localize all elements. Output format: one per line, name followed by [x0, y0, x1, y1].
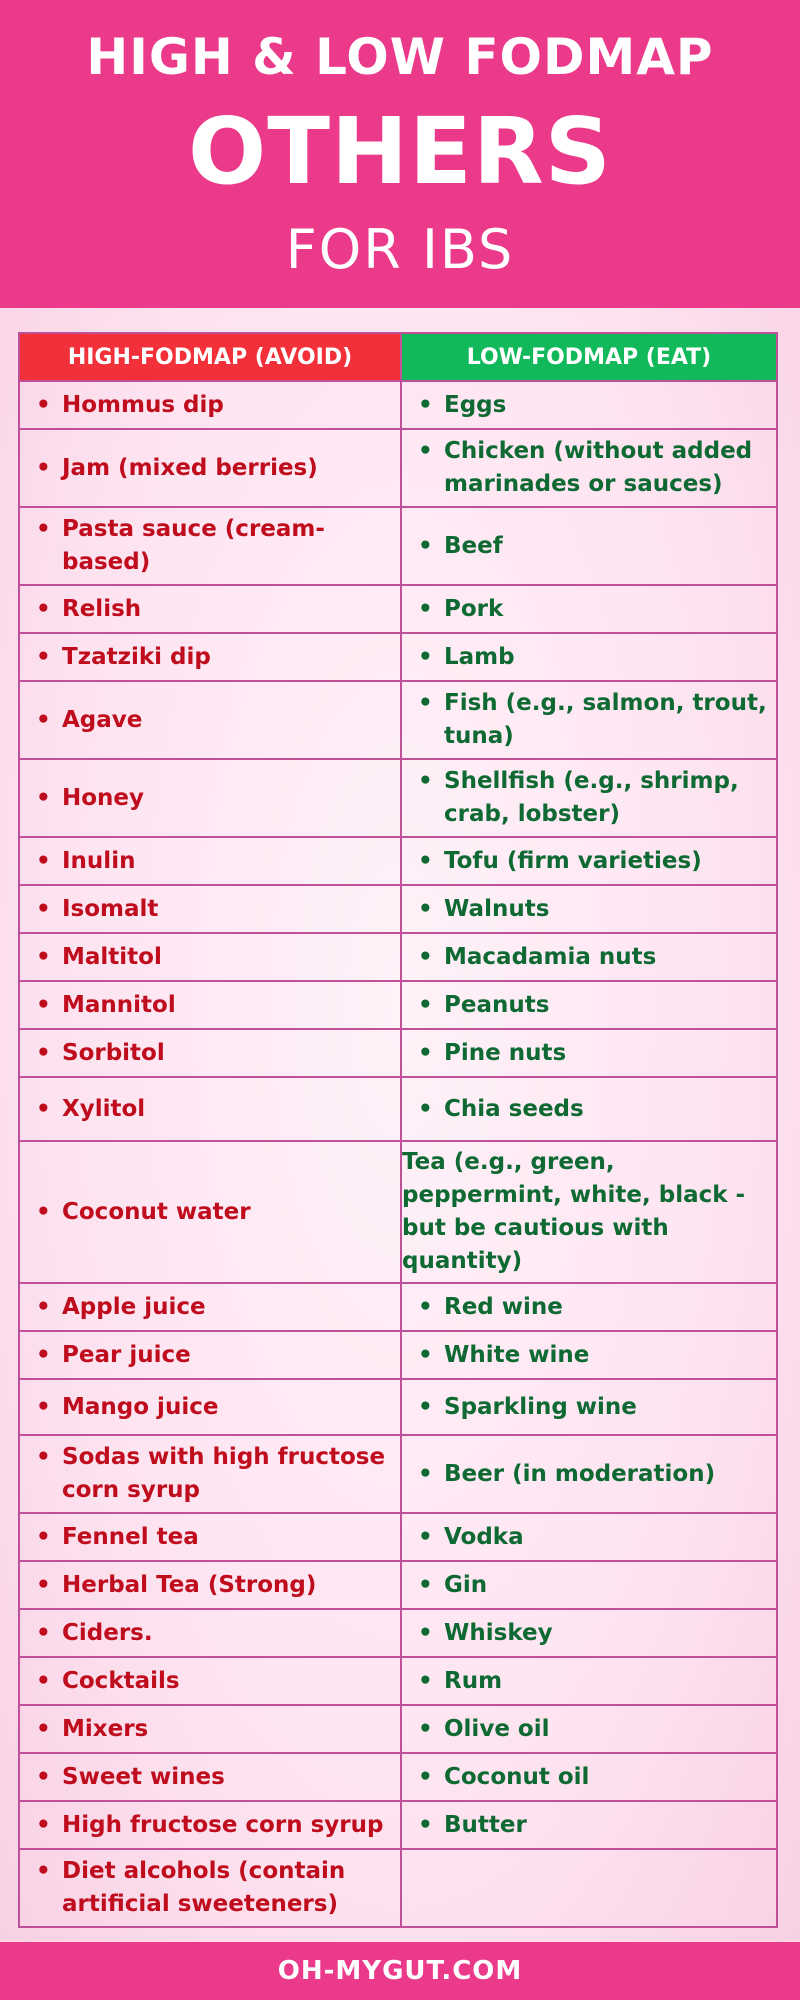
high-fodmap-item-text: Relish [62, 595, 142, 622]
bullet-icon: • [36, 847, 51, 874]
low-fodmap-item-text: Lamb [444, 643, 515, 670]
bullet-icon: • [418, 438, 433, 464]
high-fodmap-cell [19, 507, 401, 585]
high-fodmap-cell [19, 885, 401, 933]
list-item [418, 1761, 770, 1794]
bullet-icon: • [36, 1571, 51, 1598]
bullet-icon: • [36, 943, 51, 970]
bullet-icon: • [418, 1293, 433, 1320]
list-item [418, 435, 770, 501]
list-item [36, 1569, 394, 1602]
low-fodmap-cell [401, 429, 777, 507]
high-fodmap-cell [19, 1657, 401, 1705]
low-fodmap-cell [401, 1077, 777, 1141]
high-fodmap-item-text: High fructose corn syrup [62, 1811, 384, 1838]
bullet-icon: • [418, 532, 433, 559]
bullet-icon: • [36, 1667, 51, 1694]
low-fodmap-cell [401, 681, 777, 759]
high-fodmap-cell [19, 1283, 401, 1331]
list-item [36, 1037, 394, 1070]
table-row [19, 381, 777, 429]
high-fodmap-cell [19, 681, 401, 759]
list-item [36, 593, 394, 626]
low-fodmap-item-text: Macadamia nuts [444, 943, 657, 970]
table-row [19, 933, 777, 981]
list-item [418, 845, 770, 878]
high-fodmap-item-text: Ciders. [62, 1619, 153, 1646]
low-fodmap-header: LOW-FODMAP (EAT) [401, 333, 777, 381]
table-row [19, 1561, 777, 1609]
list-item [36, 1391, 394, 1424]
list-item [36, 1441, 394, 1507]
bullet-icon: • [36, 516, 51, 542]
table-row [19, 837, 777, 885]
list-item [36, 941, 394, 974]
bullet-icon: • [418, 595, 433, 622]
low-fodmap-item-text: Fish (e.g., salmon, trout, tuna) [444, 690, 767, 749]
list-item [36, 641, 394, 674]
high-fodmap-item-text: Cocktails [62, 1667, 180, 1694]
list-item [402, 1146, 770, 1278]
list-item [36, 704, 394, 737]
list-item [418, 1291, 770, 1324]
high-fodmap-cell [19, 1753, 401, 1801]
list-item [418, 1521, 770, 1554]
table-row [19, 585, 777, 633]
low-fodmap-cell [401, 1435, 777, 1513]
bullet-icon: • [418, 1715, 433, 1742]
table-row [19, 1435, 777, 1513]
list-item [36, 1521, 394, 1554]
low-fodmap-cell [401, 1561, 777, 1609]
high-fodmap-cell [19, 933, 401, 981]
high-fodmap-cell [19, 837, 401, 885]
high-fodmap-cell [19, 1609, 401, 1657]
high-fodmap-item-text: Mixers [62, 1715, 149, 1742]
high-fodmap-cell [19, 1029, 401, 1077]
low-fodmap-item-text: Chicken (without added marinades or sauces) [444, 438, 753, 497]
high-fodmap-cell [19, 1561, 401, 1609]
list-item [418, 1569, 770, 1602]
high-fodmap-item-text: Sodas with high fructose corn syrup [62, 1444, 386, 1503]
list-item [36, 1291, 394, 1324]
list-item [36, 782, 394, 815]
table-row [19, 1753, 777, 1801]
bullet-icon: • [36, 1341, 51, 1368]
low-fodmap-item-text: White wine [444, 1341, 590, 1368]
bullet-icon: • [418, 391, 433, 418]
bullet-icon: • [36, 706, 51, 733]
table-row [19, 429, 777, 507]
bullet-icon: • [36, 391, 51, 418]
low-fodmap-item-text: Red wine [444, 1293, 563, 1320]
high-fodmap-item-text: Jam (mixed berries) [62, 454, 318, 481]
list-item [418, 687, 770, 753]
high-fodmap-item-text: Diet alcohols (contain artificial sweeteners) [62, 1858, 346, 1917]
bullet-icon: • [418, 1393, 433, 1420]
high-fodmap-item-text: Sweet wines [62, 1763, 225, 1790]
list-item [418, 1093, 770, 1126]
high-fodmap-item-text: Coconut water [62, 1198, 251, 1225]
low-fodmap-cell [401, 885, 777, 933]
low-fodmap-item-text: Pine nuts [444, 1039, 567, 1066]
low-fodmap-item-text: Chia seeds [444, 1095, 584, 1122]
low-fodmap-item-text: Beer (in moderation) [444, 1460, 716, 1487]
bullet-icon: • [36, 1523, 51, 1550]
high-fodmap-cell [19, 1513, 401, 1561]
bullet-icon: • [418, 1341, 433, 1368]
bullet-icon: • [418, 1039, 433, 1066]
list-item [418, 765, 770, 831]
low-fodmap-cell [401, 507, 777, 585]
high-fodmap-item-text: Sorbitol [62, 1039, 165, 1066]
high-fodmap-item-text: Tzatziki dip [62, 643, 211, 670]
low-fodmap-cell [401, 1379, 777, 1435]
high-fodmap-item-text: Hommus dip [62, 391, 224, 418]
high-fodmap-item-text: Pasta sauce (cream-based) [62, 516, 325, 575]
high-fodmap-item-text: Isomalt [62, 895, 159, 922]
list-item [418, 1809, 770, 1842]
table-row [19, 1657, 777, 1705]
table-row [19, 1283, 777, 1331]
list-item [36, 1809, 394, 1842]
table-body [19, 381, 777, 1927]
high-fodmap-item-text: Xylitol [62, 1095, 146, 1122]
high-fodmap-item-text: Herbal Tea (Strong) [62, 1571, 317, 1598]
table-row [19, 1077, 777, 1141]
bullet-icon: • [36, 1619, 51, 1646]
low-fodmap-cell [401, 1513, 777, 1561]
title-line-3: FOR IBS [285, 218, 515, 281]
list-item [418, 893, 770, 926]
bullet-icon: • [418, 1571, 433, 1598]
low-fodmap-cell [401, 1801, 777, 1849]
list-item [36, 893, 394, 926]
list-item [36, 1713, 394, 1746]
table-row [19, 1609, 777, 1657]
low-fodmap-item-text: Gin [444, 1571, 488, 1598]
low-fodmap-item-text: Sparkling wine [444, 1393, 637, 1420]
low-fodmap-cell [401, 381, 777, 429]
table-row [19, 885, 777, 933]
low-fodmap-cell [401, 1753, 777, 1801]
low-fodmap-cell [401, 759, 777, 837]
table-row [19, 1801, 777, 1849]
high-fodmap-cell [19, 1141, 401, 1283]
bullet-icon: • [36, 1393, 51, 1420]
bullet-icon: • [36, 895, 51, 922]
low-fodmap-cell [401, 633, 777, 681]
high-fodmap-cell [19, 1331, 401, 1379]
table-row [19, 981, 777, 1029]
high-fodmap-cell [19, 1705, 401, 1753]
list-item [418, 389, 770, 422]
table-row [19, 507, 777, 585]
high-fodmap-cell [19, 759, 401, 837]
table-row [19, 759, 777, 837]
list-item [36, 1196, 394, 1229]
bullet-icon: • [36, 1763, 51, 1790]
high-fodmap-item-text: Maltitol [62, 943, 162, 970]
bullet-icon: • [36, 1039, 51, 1066]
bullet-icon: • [418, 1763, 433, 1790]
low-fodmap-item-text: Olive oil [444, 1715, 550, 1742]
bullet-icon: • [418, 1460, 433, 1487]
bullet-icon: • [36, 1198, 51, 1225]
table-row [19, 681, 777, 759]
bullet-icon: • [418, 1811, 433, 1838]
low-fodmap-item-text: Pork [444, 595, 504, 622]
low-fodmap-cell [401, 1705, 777, 1753]
high-fodmap-item-text: Apple juice [62, 1293, 206, 1320]
low-fodmap-cell [401, 837, 777, 885]
low-fodmap-item-text: Tea (e.g., green, peppermint, white, black - but be cautious with quantity) [402, 1149, 746, 1274]
site-footer: OH-MYGUT.COM [0, 1942, 800, 2000]
bullet-icon: • [36, 1715, 51, 1742]
low-fodmap-cell [401, 1141, 777, 1283]
high-fodmap-cell [19, 585, 401, 633]
bullet-icon: • [36, 1811, 51, 1838]
low-fodmap-cell [401, 1609, 777, 1657]
low-fodmap-item-text: Shellfish (e.g., shrimp, crab, lobster) [444, 768, 739, 827]
bullet-icon: • [36, 1293, 51, 1320]
table-row [19, 1141, 777, 1283]
list-item [418, 1458, 770, 1491]
bullet-icon: • [418, 1523, 433, 1550]
high-fodmap-item-text: Fennel tea [62, 1523, 199, 1550]
high-fodmap-cell [19, 1379, 401, 1435]
list-item [36, 1761, 394, 1794]
bullet-icon: • [36, 784, 51, 811]
table-row [19, 1029, 777, 1077]
page-header [0, 0, 800, 308]
high-fodmap-header: HIGH-FODMAP (AVOID) [19, 333, 401, 381]
bullet-icon: • [418, 1095, 433, 1122]
list-item [418, 989, 770, 1022]
list-item [36, 513, 394, 579]
bullet-icon: • [418, 1619, 433, 1646]
list-item [36, 389, 394, 422]
high-fodmap-cell [19, 1801, 401, 1849]
bullet-icon: • [36, 991, 51, 1018]
table-row [19, 633, 777, 681]
low-fodmap-cell [401, 585, 777, 633]
high-fodmap-item-text: Honey [62, 784, 145, 811]
list-item [418, 1339, 770, 1372]
bullet-icon: • [36, 1858, 51, 1884]
bullet-icon: • [36, 1444, 51, 1470]
bullet-icon: • [36, 643, 51, 670]
bullet-icon: • [418, 895, 433, 922]
list-item [36, 452, 394, 485]
low-fodmap-cell [401, 933, 777, 981]
bullet-icon: • [418, 943, 433, 970]
high-fodmap-item-text: Agave [62, 706, 143, 733]
list-item [418, 641, 770, 674]
low-fodmap-item-text: Eggs [444, 391, 507, 418]
list-item [418, 1713, 770, 1746]
low-fodmap-cell [401, 1849, 777, 1927]
fodmap-table-container [18, 332, 778, 1928]
low-fodmap-cell [401, 1029, 777, 1077]
list-item [418, 1617, 770, 1650]
high-fodmap-cell [19, 1077, 401, 1141]
list-item [418, 593, 770, 626]
low-fodmap-item-text: Walnuts [444, 895, 550, 922]
high-fodmap-cell [19, 1849, 401, 1927]
list-item [418, 1665, 770, 1698]
table-row [19, 1331, 777, 1379]
list-item [418, 1391, 770, 1424]
high-fodmap-cell [19, 429, 401, 507]
list-item [418, 941, 770, 974]
list-item [418, 1037, 770, 1070]
list-item [36, 1855, 394, 1921]
bullet-icon: • [418, 991, 433, 1018]
high-fodmap-cell [19, 1435, 401, 1513]
table-header-row [19, 333, 777, 381]
title-line-1: HIGH & LOW FODMAP [86, 28, 714, 86]
low-fodmap-cell [401, 981, 777, 1029]
list-item [418, 530, 770, 563]
bullet-icon: • [418, 690, 433, 716]
table-row [19, 1379, 777, 1435]
low-fodmap-cell [401, 1283, 777, 1331]
low-fodmap-cell [401, 1331, 777, 1379]
title-line-2: OTHERS [188, 98, 612, 205]
high-fodmap-item-text: Mango juice [62, 1393, 219, 1420]
list-item [36, 1339, 394, 1372]
low-fodmap-item-text: Tofu (firm varieties) [444, 847, 702, 874]
high-fodmap-item-text: Inulin [62, 847, 136, 874]
list-item [36, 1093, 394, 1126]
high-fodmap-item-text: Pear juice [62, 1341, 191, 1368]
list-item [36, 989, 394, 1022]
table-row [19, 1849, 777, 1927]
bullet-icon: • [418, 643, 433, 670]
low-fodmap-item-text: Whiskey [444, 1619, 553, 1646]
bullet-icon: • [418, 1667, 433, 1694]
bullet-icon: • [36, 1095, 51, 1122]
low-fodmap-item-text: Coconut oil [444, 1763, 590, 1790]
table-row [19, 1705, 777, 1753]
bullet-icon: • [36, 595, 51, 622]
bullet-icon: • [418, 768, 433, 794]
low-fodmap-item-text: Rum [444, 1667, 503, 1694]
bullet-icon: • [36, 454, 51, 481]
table-row [19, 1513, 777, 1561]
list-item [36, 1617, 394, 1650]
low-fodmap-item-text: Peanuts [444, 991, 550, 1018]
high-fodmap-cell [19, 633, 401, 681]
bullet-icon: • [418, 847, 433, 874]
low-fodmap-cell [401, 1657, 777, 1705]
high-fodmap-cell [19, 981, 401, 1029]
high-fodmap-item-text: Mannitol [62, 991, 176, 1018]
list-item [36, 845, 394, 878]
low-fodmap-item-text: Butter [444, 1811, 527, 1838]
low-fodmap-item-text: Vodka [444, 1523, 524, 1550]
list-item [36, 1665, 394, 1698]
fodmap-table [18, 332, 778, 1928]
low-fodmap-item-text: Beef [444, 532, 503, 559]
high-fodmap-cell [19, 381, 401, 429]
